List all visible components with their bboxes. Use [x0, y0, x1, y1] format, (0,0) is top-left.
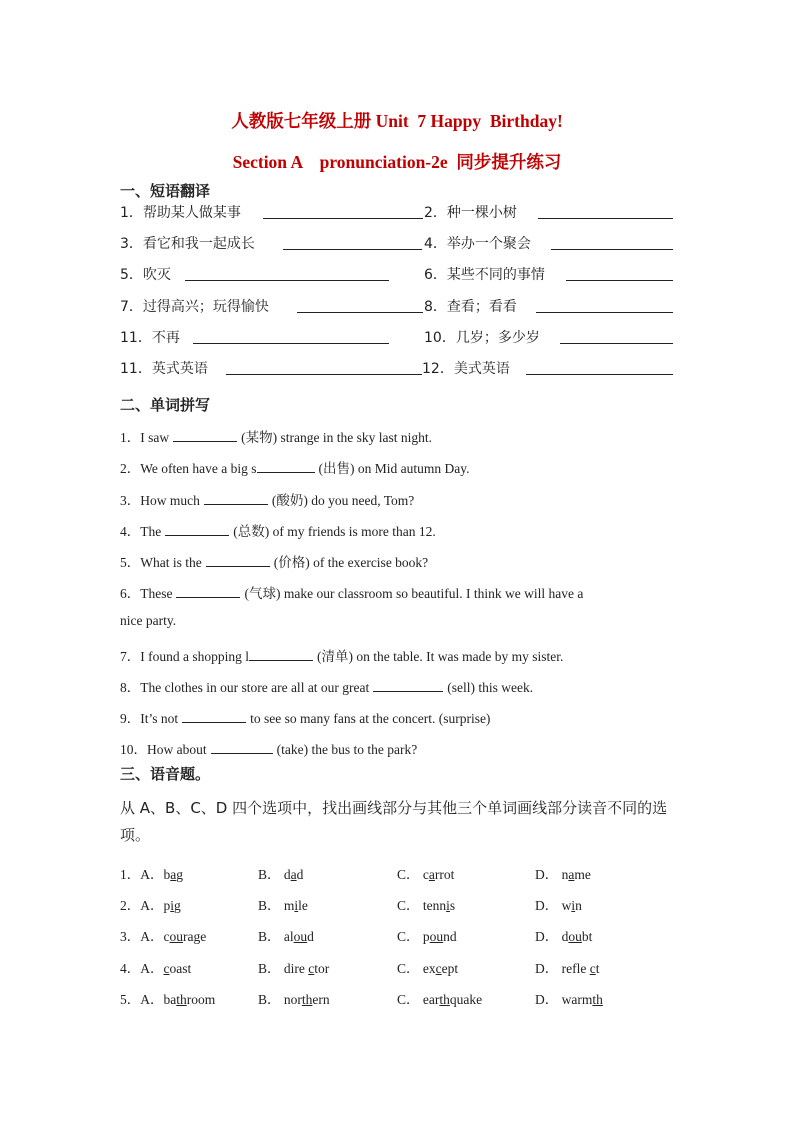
spelling-item — [120, 707, 490, 727]
option-a[interactable] — [120, 957, 191, 977]
phrase-item: 6．某些不同的事情 — [424, 267, 545, 283]
option-word: carrot — [422, 867, 455, 882]
underlined-sound: a — [290, 867, 297, 882]
title-line-2: Section A pronunciation-2e 同步提升练习 — [232, 152, 562, 172]
option-d[interactable] — [535, 988, 603, 1008]
option-letter: 1．A． — [120, 867, 164, 882]
option-letter: B． — [258, 992, 284, 1007]
item-text: nice party. — [120, 613, 177, 628]
option-b[interactable] — [258, 863, 303, 883]
option-word: pig — [163, 898, 181, 913]
answer-blank[interactable] — [185, 264, 389, 281]
underlined-sound: th — [176, 992, 187, 1007]
item-text: to see so many fans at the concert. (surprise) — [250, 711, 491, 726]
option-c[interactable] — [397, 863, 454, 883]
answer-blank[interactable] — [165, 523, 229, 536]
phrase-item: 11．不再 — [120, 330, 180, 346]
option-word: bag — [163, 867, 183, 882]
underlined-sound: i — [294, 898, 299, 913]
answer-blank[interactable] — [263, 202, 423, 219]
item-text: (总数) of my friends is more than 12. — [233, 524, 436, 539]
answer-blank[interactable] — [538, 202, 673, 219]
spelling-item — [120, 489, 414, 509]
section1-heading: 一、短语翻译 — [120, 182, 211, 200]
phrase-item: 11．英式英语 — [120, 361, 208, 377]
option-word: except — [422, 961, 459, 976]
option-b[interactable] — [258, 988, 330, 1008]
spelling-item — [120, 551, 428, 571]
option-c[interactable] — [397, 894, 455, 914]
phrase-item: 7．过得高兴；玩得愉快 — [120, 299, 269, 315]
underlined-sound: i — [571, 898, 576, 913]
spelling-item — [120, 520, 436, 540]
underlined-sound: i — [446, 898, 450, 913]
answer-blank[interactable] — [206, 554, 270, 567]
option-letter: D． — [535, 929, 562, 944]
answer-blank[interactable] — [536, 296, 673, 313]
spelling-item — [120, 738, 417, 758]
option-word: warmth — [561, 992, 603, 1007]
option-letter: D． — [535, 992, 562, 1007]
item-text: (某物) strange in the sky last night. — [241, 430, 432, 445]
option-letter: 2．A． — [120, 898, 164, 913]
spelling-item — [120, 676, 533, 696]
item-text: (清单) on the table. It was made by my sister. — [317, 649, 564, 664]
phrase-item: 12．美式英语 — [422, 361, 510, 377]
section2-heading: 二、单词拼写 — [120, 396, 211, 414]
option-word: courage — [163, 929, 207, 944]
option-letter: D． — [535, 867, 562, 882]
option-a[interactable] — [120, 925, 206, 945]
underlined-sound: a — [428, 867, 435, 882]
option-letter: 5．A． — [120, 992, 164, 1007]
option-a[interactable] — [120, 988, 215, 1008]
underlined-sound: c — [589, 961, 596, 976]
option-word: earthquake — [422, 992, 483, 1007]
option-letter: C． — [397, 929, 423, 944]
underlined-sound: th — [592, 992, 603, 1007]
option-word: pound — [422, 929, 457, 944]
item-text: (take) the bus to the park? — [276, 742, 418, 757]
item-text: 7．I found a shopping l — [120, 649, 249, 664]
option-c[interactable] — [397, 988, 482, 1008]
option-b[interactable] — [258, 894, 308, 914]
item-text: 8．The clothes in our store are all at our great — [120, 680, 370, 695]
answer-blank[interactable] — [566, 264, 673, 281]
section3-instructions: 从 A、B、C、D 四个选项中，找出画线部分与其他三个单词画线部分读音不同的选项。 — [120, 799, 668, 844]
option-word: northern — [283, 992, 330, 1007]
answer-blank[interactable] — [551, 233, 673, 250]
answer-blank[interactable] — [297, 296, 423, 313]
item-text: 5．What is the — [120, 555, 202, 570]
option-word: mile — [283, 898, 308, 913]
option-word: dad — [283, 867, 304, 882]
answer-blank[interactable] — [173, 429, 237, 442]
spelling-item-continuation — [120, 613, 176, 629]
underlined-sound: c — [163, 961, 170, 976]
option-b[interactable] — [258, 957, 329, 977]
phrase-item: 10．几岁；多少岁 — [424, 330, 540, 346]
answer-blank[interactable] — [193, 327, 389, 344]
item-text: (酸奶) do you need, Tom? — [271, 493, 415, 508]
option-a[interactable] — [120, 863, 183, 883]
option-word: tennis — [422, 898, 456, 913]
option-a[interactable] — [120, 894, 181, 914]
underlined-sound: c — [435, 961, 442, 976]
underlined-sound: a — [170, 867, 177, 882]
answer-blank[interactable] — [176, 585, 240, 598]
item-text: (sell) this week. — [447, 680, 534, 695]
answer-blank[interactable] — [182, 710, 246, 723]
answer-blank[interactable] — [257, 460, 315, 473]
option-b[interactable] — [258, 925, 314, 945]
underlined-sound: ou — [169, 929, 183, 944]
spelling-item — [120, 582, 583, 602]
option-letter: 3．A． — [120, 929, 164, 944]
option-letter: B． — [258, 961, 284, 976]
underlined-sound: ou — [568, 929, 582, 944]
option-letter: D． — [535, 898, 562, 913]
option-letter: D． — [535, 961, 562, 976]
answer-blank[interactable] — [226, 358, 422, 375]
phrase-item: 4．举办一个聚会 — [424, 236, 531, 252]
item-text: 6．These — [120, 586, 173, 601]
item-text: (出售) on Mid autumn Day. — [318, 461, 470, 476]
answer-blank[interactable] — [526, 358, 673, 375]
option-word: dire ctor — [283, 961, 330, 976]
underlined-sound: c — [308, 961, 315, 976]
underlined-sound: th — [439, 992, 450, 1007]
option-word: name — [561, 867, 591, 882]
item-text: 2．We often have a big s — [120, 461, 257, 476]
answer-blank[interactable] — [283, 233, 422, 250]
option-letter: C． — [397, 992, 423, 1007]
item-text: 1．I saw — [120, 430, 170, 445]
option-word: refle ct — [561, 961, 600, 976]
option-d[interactable] — [535, 894, 582, 914]
option-letter: C． — [397, 898, 423, 913]
option-letter: B． — [258, 898, 284, 913]
option-d[interactable] — [535, 925, 592, 945]
underlined-sound: th — [301, 992, 313, 1007]
underlined-sound: ou — [429, 929, 444, 944]
item-text: 4．The — [120, 524, 162, 539]
option-c[interactable] — [397, 957, 458, 977]
option-c[interactable] — [397, 925, 457, 945]
option-letter: B． — [258, 929, 284, 944]
phrase-item: 2．种一棵小树 — [424, 205, 517, 221]
answer-blank[interactable] — [204, 492, 268, 505]
option-d[interactable] — [535, 957, 600, 977]
item-text: 9．It’s not — [120, 711, 179, 726]
option-word: win — [561, 898, 582, 913]
section3-heading: 三、语音题。 — [120, 765, 211, 783]
underlined-sound: i — [170, 898, 175, 913]
spelling-item — [120, 645, 563, 665]
phrase-item: 8．查看；看看 — [424, 299, 517, 315]
item-text: 10．How about — [120, 742, 207, 757]
phrase-item: 1．帮助某人做某事 — [120, 205, 241, 221]
title-line-1: 人教版七年级上册 Unit 7 Happy Birthday! — [231, 111, 563, 131]
option-word: bathroom — [163, 992, 216, 1007]
option-word: aloud — [283, 929, 314, 944]
answer-blank[interactable] — [249, 648, 313, 661]
option-letter: C． — [397, 867, 423, 882]
answer-blank[interactable] — [560, 327, 673, 344]
item-text: 3．How much — [120, 493, 200, 508]
option-d[interactable] — [535, 863, 591, 883]
spelling-item — [120, 457, 469, 477]
item-text: (气球) make our classroom so beautiful. I think we will have a — [244, 586, 584, 601]
option-letter: C． — [397, 961, 423, 976]
option-letter: B． — [258, 867, 284, 882]
item-text: (价格) of the exercise book? — [273, 555, 429, 570]
spelling-item — [120, 426, 432, 446]
phrase-item: 3．看它和我一起成长 — [120, 236, 255, 252]
option-letter: 4．A． — [120, 961, 164, 976]
option-word: coast — [163, 961, 192, 976]
underlined-sound: ou — [293, 929, 308, 944]
phrase-item: 5．吹灭 — [120, 267, 171, 283]
answer-blank[interactable] — [373, 679, 443, 692]
underlined-sound: a — [568, 867, 575, 882]
answer-blank[interactable] — [211, 741, 273, 754]
option-word: doubt — [561, 929, 593, 944]
